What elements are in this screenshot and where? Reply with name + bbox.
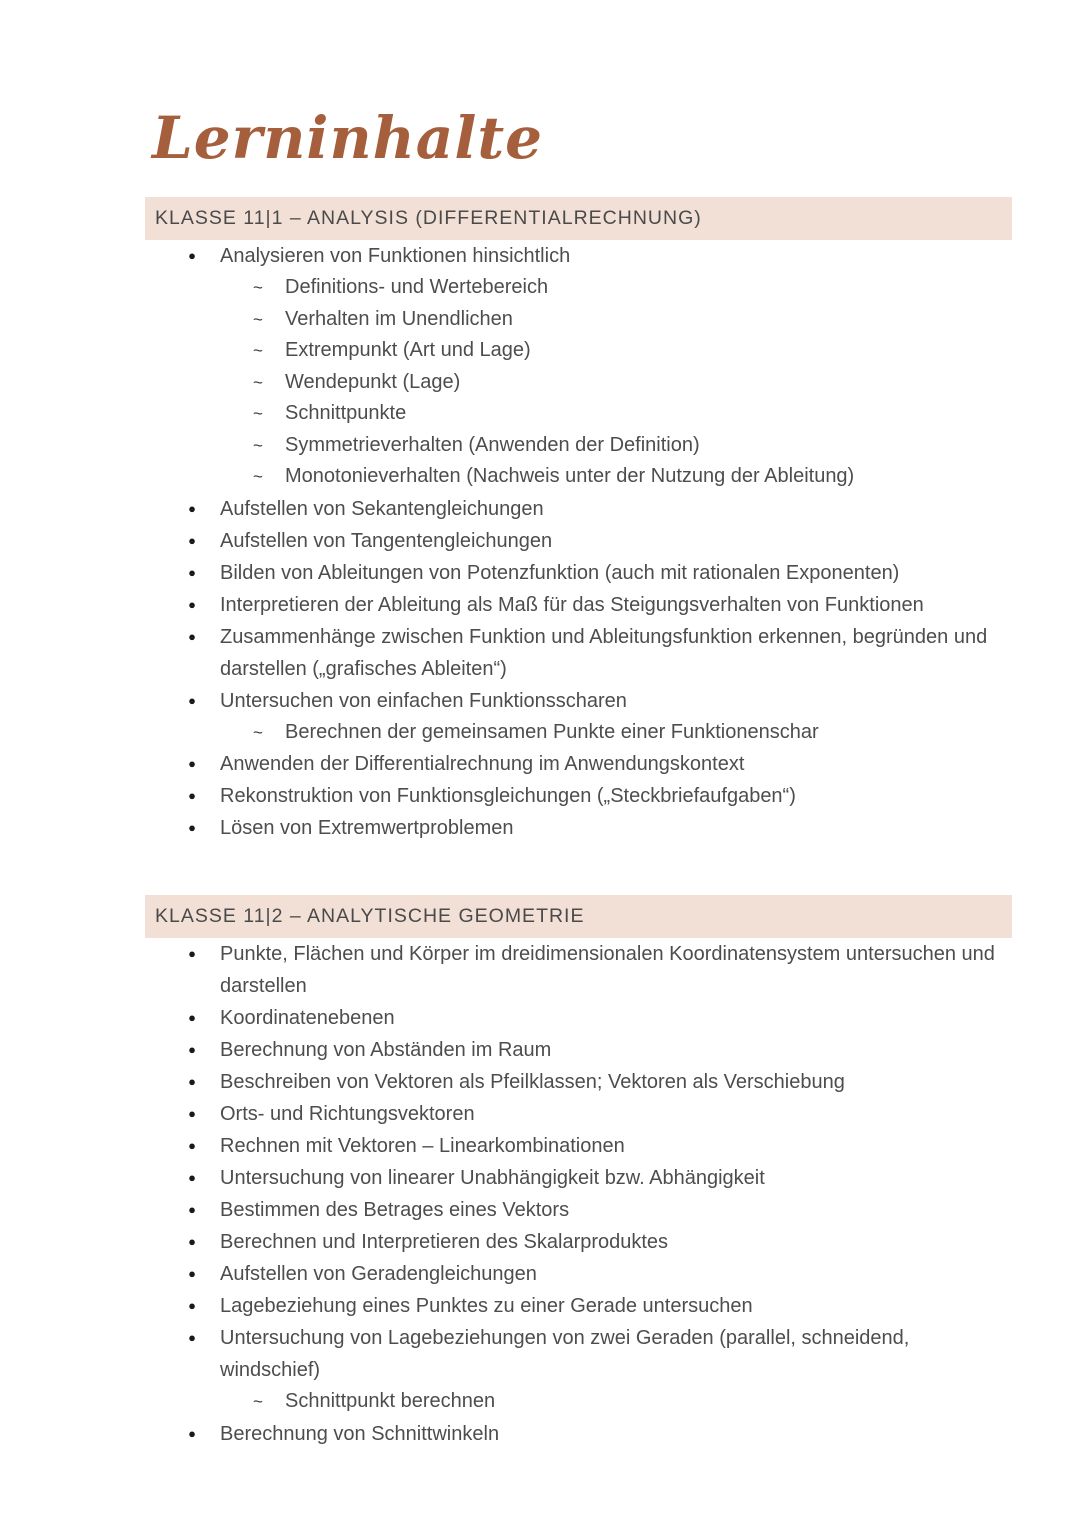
bullet-icon: ● xyxy=(188,788,196,803)
sub-list-item-text: Wendepunkt (Lage) xyxy=(285,370,461,393)
list-item xyxy=(145,589,1012,621)
bullet-icon: ● xyxy=(188,500,196,516)
tilde-icon: ~ xyxy=(253,309,263,329)
topic-list xyxy=(145,240,1012,844)
bullet-icon: ● xyxy=(188,1234,196,1249)
list-item-text: Berechnung von Abständen im Raum xyxy=(220,1039,552,1061)
sub-list-item xyxy=(220,430,1012,462)
sub-list-item-text: Definitions- und Wertebereich xyxy=(285,276,549,298)
bullet-icon: ● xyxy=(188,1330,196,1345)
list-item-text: Rekonstruktion von Funktionsgleichungen („Steckbriefaufgaben“) xyxy=(220,785,796,807)
section-analysis xyxy=(145,197,1012,844)
list-item xyxy=(145,1226,1012,1258)
list-item xyxy=(145,1162,1012,1194)
bullet-icon: ● xyxy=(188,1106,196,1121)
sub-list-item xyxy=(220,461,1012,493)
list-item-text: Koordinatenebenen xyxy=(220,1007,395,1029)
sub-list-item-text: Schnittpunkt berechnen xyxy=(285,1390,496,1412)
list-item-text: Bestimmen des Betrages eines Vektors xyxy=(220,1199,570,1221)
sub-list-item-text: Schnittpunkte xyxy=(285,402,407,424)
sub-list xyxy=(220,272,1012,493)
sub-list-item-text: Verhalten im Unendlichen xyxy=(285,307,513,330)
list-item-text: Interpretieren der Ableitung als Maß für das Steigungsverhalten von Funktionen xyxy=(220,593,924,616)
list-item-text: Beschreiben von Vektoren als Pfeilklassen; Vektoren als Verschiebung xyxy=(220,1071,845,1093)
list-item xyxy=(145,1066,1012,1098)
sub-list-item xyxy=(220,398,1012,430)
list-item-text: Bilden von Ableitungen von Potenzfunktion (auch mit rationalen Exponenten) xyxy=(220,561,900,584)
list-item xyxy=(145,812,1012,844)
bullet-icon: ● xyxy=(188,820,196,835)
sub-list-item xyxy=(220,272,1012,304)
sub-list-item xyxy=(220,1386,1012,1418)
bullet-icon: ● xyxy=(188,1425,196,1441)
list-item xyxy=(145,1194,1012,1226)
list-item-text: Berechnen und Interpretieren des Skalarproduktes xyxy=(220,1231,669,1253)
list-item xyxy=(145,748,1012,780)
list-item xyxy=(145,685,1012,749)
bullet-icon: ● xyxy=(188,564,196,580)
sub-list-item-text: Berechnen der gemeinsamen Punkte einer Funktionenschar xyxy=(285,720,819,743)
tilde-icon: ~ xyxy=(253,1392,263,1411)
sub-list xyxy=(220,1386,1012,1418)
bullet-icon: ● xyxy=(188,1010,196,1025)
tilde-icon: ~ xyxy=(253,435,263,455)
sub-list-item-text: Symmetrieverhalten (Anwenden der Definition) xyxy=(285,433,700,456)
list-item-text: Untersuchung von Lagebeziehungen von zwei Geraden (parallel, schneidend, windschief) xyxy=(220,1327,910,1381)
list-item-text: Aufstellen von Sekantengleichungen xyxy=(220,497,544,520)
list-item xyxy=(145,493,1012,525)
list-item xyxy=(145,1418,1012,1450)
list-item-text: Zusammenhänge zwischen Funktion und Ableitungsfunktion erkennen, begründen und darstellen („grafisches Ableiten“) xyxy=(220,625,988,680)
list-item-text: Anwenden der Differentialrechnung im Anwendungskontext xyxy=(220,753,745,775)
sub-list-item-text: Extrempunkt (Art und Lage) xyxy=(285,339,531,361)
list-item-text: Rechnen mit Vektoren – Linearkombinationen xyxy=(220,1135,625,1157)
sub-list-item xyxy=(220,717,1012,749)
bullet-icon: ● xyxy=(188,756,196,771)
tilde-icon: ~ xyxy=(253,467,263,486)
bullet-icon: ● xyxy=(188,1266,196,1281)
bullet-icon: ● xyxy=(188,596,196,612)
tilde-icon: ~ xyxy=(253,404,263,423)
list-item xyxy=(145,1322,1012,1418)
list-item xyxy=(145,1002,1012,1034)
tilde-icon: ~ xyxy=(253,278,263,297)
tilde-icon: ~ xyxy=(253,722,263,742)
section-header: KLASSE 11|2 – ANALYTISCHE GEOMETRIE xyxy=(145,895,1012,938)
list-item-text: Untersuchung von linearer Unabhängigkeit bzw. Abhängigkeit xyxy=(220,1167,765,1189)
bullet-icon: ● xyxy=(188,1298,196,1313)
list-item xyxy=(145,1130,1012,1162)
list-item xyxy=(145,1098,1012,1130)
bullet-icon: ● xyxy=(188,1138,196,1153)
list-item xyxy=(145,938,1012,1002)
list-item-text: Punkte, Flächen und Körper im dreidimensionalen Koordinatensystem untersuchen und darstellen xyxy=(220,943,995,997)
tilde-icon: ~ xyxy=(253,372,263,392)
bullet-icon: ● xyxy=(188,946,196,961)
bullet-icon: ● xyxy=(188,628,196,644)
list-item xyxy=(145,1258,1012,1290)
list-item xyxy=(145,240,1012,493)
list-item xyxy=(145,1290,1012,1322)
sub-list xyxy=(220,717,1012,749)
list-item xyxy=(145,621,1012,685)
list-item-text: Aufstellen von Geradengleichungen xyxy=(220,1263,537,1285)
topic-list xyxy=(145,938,1012,1450)
bullet-icon: ● xyxy=(188,1202,196,1217)
list-item-text: Lösen von Extremwertproblemen xyxy=(220,817,514,839)
sub-list-item xyxy=(220,335,1012,367)
list-item-text: Aufstellen von Tangentengleichungen xyxy=(220,529,553,552)
sub-list-item xyxy=(220,304,1012,336)
sub-list-item xyxy=(220,367,1012,399)
bullet-icon: ● xyxy=(188,248,196,263)
list-item-text: Analysieren von Funktionen hinsichtlich xyxy=(220,245,571,267)
list-item xyxy=(145,557,1012,589)
sub-list-item-text: Monotonieverhalten (Nachweis unter der Nutzung der Ableitung) xyxy=(285,465,855,487)
bullet-icon: ● xyxy=(188,692,196,708)
list-item xyxy=(145,780,1012,812)
list-item-text: Berechnung von Schnittwinkeln xyxy=(220,1422,500,1445)
list-item-text: Untersuchen von einfachen Funktionsscharen xyxy=(220,689,627,712)
bullet-icon: ● xyxy=(188,1042,196,1057)
bullet-icon: ● xyxy=(188,532,196,548)
section-geometry xyxy=(145,895,1012,1450)
bullet-icon: ● xyxy=(188,1074,196,1089)
list-item xyxy=(145,525,1012,557)
tilde-icon: ~ xyxy=(253,341,263,360)
list-item-text: Orts- und Richtungsvektoren xyxy=(220,1103,475,1125)
section-header: KLASSE 11|1 – ANALYSIS (DIFFERENTIALRECHNUNG) xyxy=(145,197,1012,240)
list-item xyxy=(145,1034,1012,1066)
list-item-text: Lagebeziehung eines Punktes zu einer Gerade untersuchen xyxy=(220,1295,753,1317)
page-title: Lerninhalte xyxy=(152,104,544,172)
bullet-icon: ● xyxy=(188,1170,196,1185)
